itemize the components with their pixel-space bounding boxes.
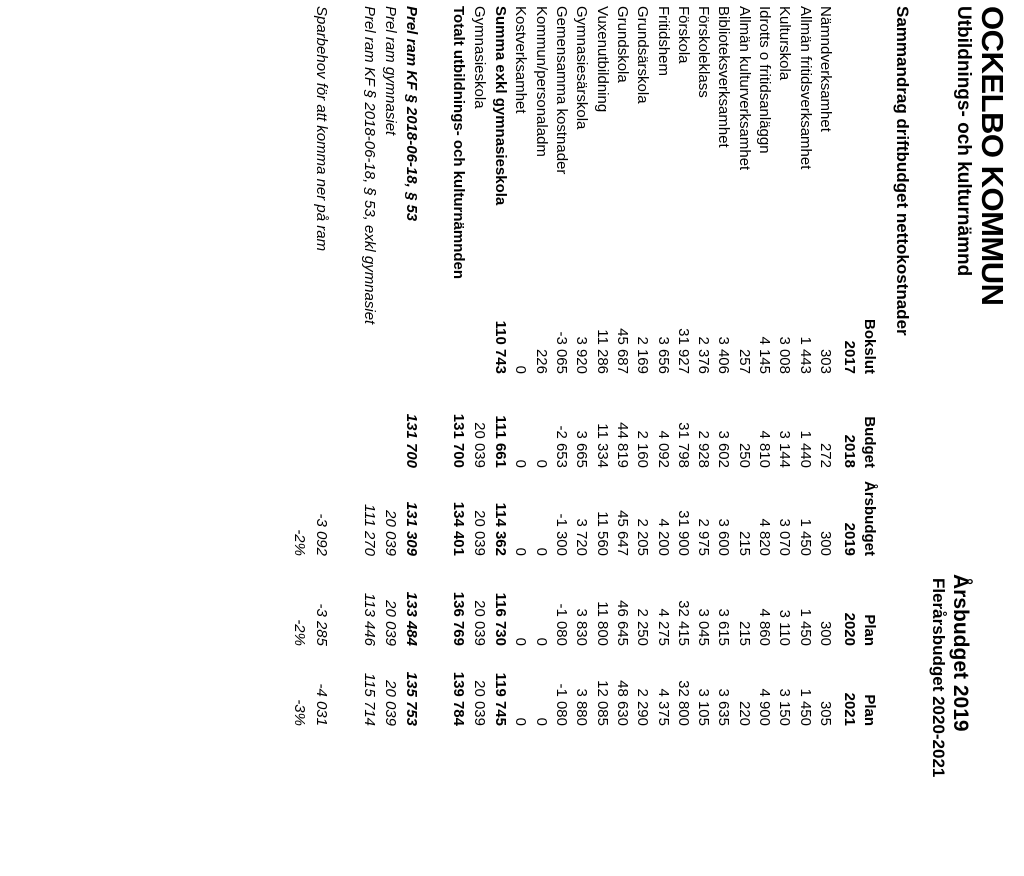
row-label: Kostverksamhet bbox=[512, 6, 530, 114]
table-row bbox=[398, 0, 420, 876]
table-row bbox=[670, 0, 692, 876]
table-row bbox=[751, 0, 773, 876]
row-label: Prel ram gymnasiet bbox=[382, 6, 399, 136]
row-value: 3 406 bbox=[715, 336, 733, 374]
row-value: 136 769 bbox=[450, 591, 467, 646]
table-row bbox=[609, 0, 631, 876]
table-row bbox=[711, 0, 733, 876]
column-header-bottom: 2020 bbox=[841, 612, 858, 646]
row-value: 133 484 bbox=[403, 591, 420, 646]
row-value: -3 285 bbox=[313, 603, 330, 646]
column-header-top: Plan bbox=[861, 694, 878, 726]
row-value: 2 169 bbox=[634, 336, 652, 374]
row-value: 305 bbox=[817, 700, 834, 726]
row-value: 3 045 bbox=[695, 608, 713, 646]
row-value: 3 008 bbox=[776, 336, 794, 374]
budget-title: Årsbudget 2019 bbox=[949, 574, 972, 732]
row-value: 3 150 bbox=[776, 688, 794, 726]
row-value: 44 819 bbox=[614, 422, 631, 468]
row-value: 215 bbox=[735, 530, 753, 556]
row-value: 1 440 bbox=[796, 430, 814, 468]
table-row bbox=[466, 0, 488, 876]
row-value: 20 039 bbox=[471, 510, 488, 556]
row-label: Summa exkl gymnasieskola bbox=[492, 6, 510, 206]
column-header-top: Årsbudget bbox=[861, 481, 878, 556]
row-value: 32 415 bbox=[674, 600, 692, 646]
row-value: 3 105 bbox=[695, 688, 713, 726]
row-value: 3 830 bbox=[573, 608, 591, 646]
row-label: Förskola bbox=[674, 6, 692, 64]
row-value: 250 bbox=[735, 442, 753, 468]
row-value: 20 039 bbox=[471, 680, 488, 726]
row-value: 3 656 bbox=[654, 336, 672, 374]
table-row bbox=[629, 0, 651, 876]
row-value: 114 362 bbox=[492, 502, 510, 556]
section-title: Sammandrag driftbudget nettokostnader bbox=[893, 6, 912, 336]
budget-subtitle: Flerårsbudget 2020-2021 bbox=[929, 578, 948, 778]
row-value: 2 205 bbox=[634, 518, 652, 556]
row-value: 300 bbox=[817, 530, 834, 556]
row-value: 134 401 bbox=[450, 501, 467, 556]
row-label: Sparbehov för att komma ner på ram bbox=[313, 6, 330, 252]
row-label: Biblioteksverksamhet bbox=[715, 6, 733, 148]
row-value: 139 784 bbox=[450, 671, 467, 726]
row-value: 32 800 bbox=[674, 680, 692, 726]
row-value: 3 602 bbox=[715, 430, 733, 468]
row-value: 31 798 bbox=[674, 422, 692, 468]
table-row bbox=[589, 0, 611, 876]
row-value: 11 334 bbox=[593, 423, 611, 468]
row-value: 111 661 bbox=[492, 415, 510, 468]
table-row bbox=[377, 0, 399, 876]
row-value: 300 bbox=[817, 620, 834, 646]
row-value: 2 975 bbox=[695, 518, 713, 556]
row-value: 48 630 bbox=[614, 680, 631, 726]
row-label: Allmän fritidsverksamhet bbox=[796, 6, 814, 170]
row-value: 4 900 bbox=[756, 688, 774, 726]
row-value: 1 450 bbox=[796, 688, 814, 726]
row-value: 45 647 bbox=[614, 510, 631, 556]
row-value: 11 286 bbox=[593, 329, 611, 374]
row-value: 272 bbox=[817, 442, 834, 468]
row-value: 135 753 bbox=[403, 671, 420, 726]
row-value: 3 920 bbox=[573, 336, 591, 374]
row-value: 2 376 bbox=[695, 336, 713, 374]
row-value: 4 092 bbox=[654, 430, 672, 468]
row-value: 215 bbox=[735, 620, 753, 646]
row-label: Kommun/personaladm bbox=[532, 6, 550, 157]
row-value: 3 600 bbox=[715, 518, 733, 556]
row-value: 1 443 bbox=[796, 336, 814, 374]
column-header-top: Budget bbox=[861, 416, 878, 468]
row-value: 11 800 bbox=[593, 601, 611, 646]
row-value: 20 039 bbox=[382, 680, 399, 726]
row-value: 3 720 bbox=[573, 518, 591, 556]
row-value: 0 bbox=[532, 717, 550, 726]
table-row bbox=[650, 0, 672, 876]
row-label: Gemensamma kostnader bbox=[553, 6, 571, 175]
row-value: 20 039 bbox=[471, 600, 488, 646]
row-value: 3 070 bbox=[776, 518, 794, 556]
column-header-bottom: 2021 bbox=[841, 692, 858, 726]
row-label: Prel ram KF § 2018-06-18, § 53 bbox=[403, 6, 420, 222]
row-value: 20 039 bbox=[471, 422, 488, 468]
row-value: 0 bbox=[512, 717, 530, 726]
row-value: 131 700 bbox=[403, 413, 420, 468]
table-row bbox=[445, 0, 467, 876]
row-value: -3 065 bbox=[553, 331, 571, 374]
row-value: 115 714 bbox=[361, 672, 378, 726]
column-header-bottom: 2019 bbox=[841, 522, 858, 556]
row-value: 4 375 bbox=[654, 688, 672, 726]
table-row bbox=[286, 0, 308, 876]
row-label: Idrotts o fritidsanläggn bbox=[756, 6, 774, 154]
row-value: 4 200 bbox=[654, 518, 672, 556]
row-value: 45 687 bbox=[614, 328, 631, 374]
row-value: 0 bbox=[532, 459, 550, 468]
row-value: -2 653 bbox=[553, 425, 571, 468]
table-row bbox=[308, 0, 330, 876]
row-value: 11 560 bbox=[593, 511, 611, 556]
row-value: -4 031 bbox=[313, 683, 330, 726]
table-row bbox=[771, 0, 793, 876]
row-value: 257 bbox=[735, 348, 753, 374]
row-value: -2% bbox=[291, 619, 308, 646]
row-value: -3% bbox=[291, 699, 308, 726]
row-value: 4 810 bbox=[756, 430, 774, 468]
row-value: -1 300 bbox=[553, 513, 571, 556]
row-value: 226 bbox=[532, 348, 550, 374]
row-value: 31 900 bbox=[674, 510, 692, 556]
row-value: 20 039 bbox=[382, 600, 399, 646]
table-row bbox=[792, 0, 814, 876]
row-label: Prel ram KF § 2018-06-18, § 53, exkl gymnasiet bbox=[361, 6, 378, 325]
column-header-bottom: 2018 bbox=[841, 434, 858, 468]
row-value: 131 309 bbox=[403, 501, 420, 556]
row-value: 2 290 bbox=[634, 688, 652, 726]
row-value: 220 bbox=[735, 700, 753, 726]
row-value: 0 bbox=[512, 365, 530, 374]
row-value: 111 270 bbox=[361, 504, 378, 556]
row-value: 0 bbox=[512, 637, 530, 646]
row-value: 31 927 bbox=[674, 328, 692, 374]
row-label: Nämndverksamhet bbox=[817, 6, 834, 132]
column-header-top: Bokslut bbox=[861, 318, 878, 374]
row-value: -3 092 bbox=[313, 513, 330, 556]
column-header-bottom: 2017 bbox=[841, 340, 858, 374]
row-value: 3 635 bbox=[715, 688, 733, 726]
row-label: Vuxenutbildning bbox=[593, 6, 611, 113]
row-value: 3 110 bbox=[776, 609, 794, 646]
table-row bbox=[528, 0, 550, 876]
row-value: 303 bbox=[817, 348, 834, 374]
row-value: 131 700 bbox=[450, 413, 467, 468]
row-value: 1 450 bbox=[796, 518, 814, 556]
row-value: 2 928 bbox=[695, 430, 713, 468]
row-value: 3 144 bbox=[776, 430, 794, 468]
row-label: Gymnasiesärskola bbox=[573, 6, 591, 130]
row-value: 4 820 bbox=[756, 518, 774, 556]
row-value: 0 bbox=[532, 637, 550, 646]
row-value: 0 bbox=[512, 459, 530, 468]
row-value: 4 860 bbox=[756, 608, 774, 646]
row-value: 20 039 bbox=[382, 510, 399, 556]
row-value: -1 080 bbox=[553, 683, 571, 726]
row-label: Fritidshem bbox=[654, 6, 672, 77]
row-label: Totalt utbildnings- och kulturnämnden bbox=[450, 6, 467, 280]
row-label: Kulturskola bbox=[776, 6, 794, 81]
table-row bbox=[356, 0, 378, 876]
table-row bbox=[487, 0, 509, 876]
table-row bbox=[812, 0, 834, 876]
organization-title: OCKELBO KOMMUN bbox=[975, 6, 1010, 306]
row-label: Gymnasieskola bbox=[471, 6, 488, 109]
row-value: 12 085 bbox=[593, 680, 611, 726]
row-value: 3 615 bbox=[715, 608, 733, 646]
row-label: Allmän kulturverksamhet bbox=[735, 6, 753, 171]
row-value: 3 665 bbox=[573, 430, 591, 468]
row-label: Grundskola bbox=[614, 6, 631, 83]
row-label: Förskoleklass bbox=[695, 6, 713, 98]
row-value: 119 745 bbox=[492, 672, 510, 726]
row-value: -1 080 bbox=[553, 603, 571, 646]
table-row bbox=[548, 0, 570, 876]
row-value: 0 bbox=[512, 547, 530, 556]
row-value: 113 446 bbox=[361, 592, 378, 646]
table-row bbox=[508, 0, 530, 876]
table-row bbox=[568, 0, 590, 876]
row-value: 110 743 bbox=[492, 320, 510, 374]
row-value: -2% bbox=[291, 529, 308, 556]
row-label: Grundsärskola bbox=[634, 6, 652, 104]
column-header-top: Plan bbox=[861, 614, 878, 646]
row-value: 2 250 bbox=[634, 608, 652, 646]
row-value: 4 145 bbox=[756, 336, 774, 374]
row-value: 116 730 bbox=[492, 592, 510, 646]
table-row bbox=[731, 0, 753, 876]
row-value: 4 275 bbox=[654, 608, 672, 646]
row-value: 1 450 bbox=[796, 608, 814, 646]
row-value: 46 645 bbox=[614, 600, 631, 646]
row-value: 0 bbox=[532, 547, 550, 556]
row-value: 2 160 bbox=[634, 430, 652, 468]
department-title: Utbildnings- och kulturnämnd bbox=[953, 6, 974, 277]
table-row bbox=[690, 0, 712, 876]
row-value: 3 880 bbox=[573, 688, 591, 726]
